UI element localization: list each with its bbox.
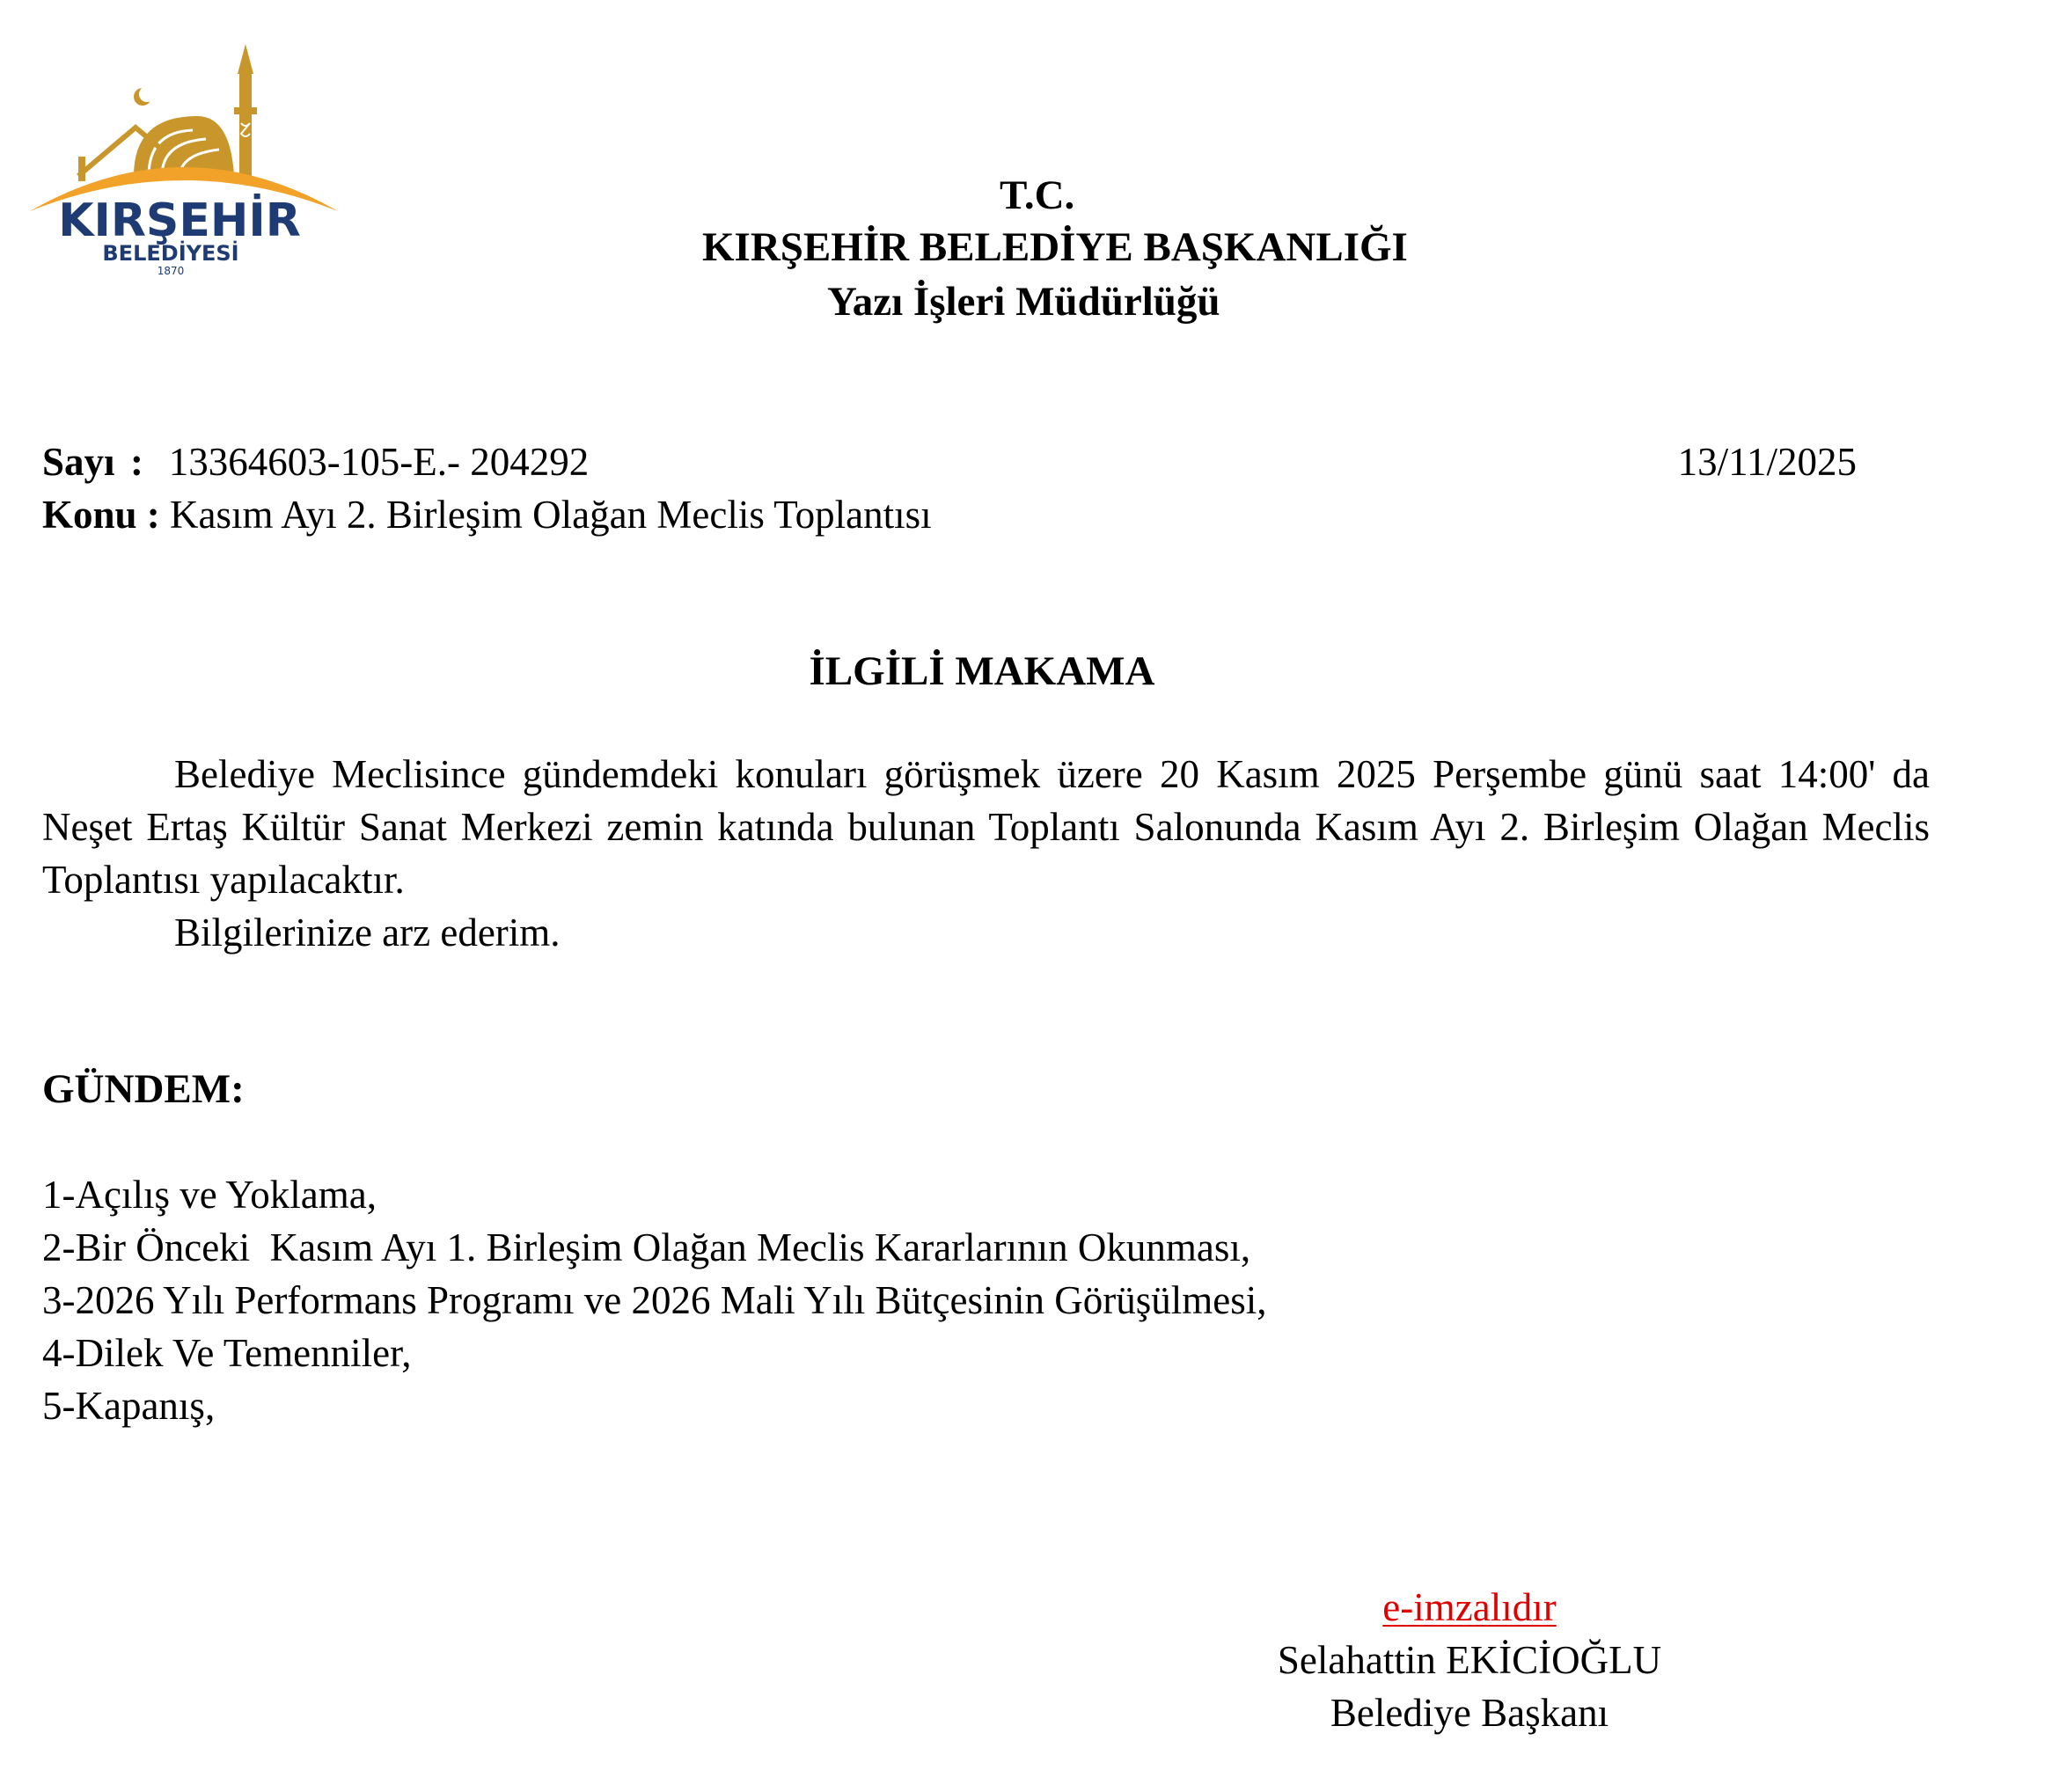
logo-year: 1870: [157, 265, 185, 277]
sayi-label: Sayı: [42, 440, 115, 484]
e-signature-link[interactable]: e-imzalıdır: [1382, 1585, 1557, 1629]
agenda-item: 1-Açılış ve Yoklama,: [42, 1173, 377, 1217]
header-line-3: Yazı İşleri Müdürlüğü: [827, 279, 1220, 325]
body-paragraph: Belediye Meclisince gündemdeki konuları görüşmek üzere 20 Kasım 2025 Perşembe günü saat 14:00' da Neşet Ertaş Kültür Sanat Merkezi zemin katında bulunan Toplantı Salonunda Kasım Ayı 2. Birleşim Olağan Meclis Toplantısı yapılacaktır.: [42, 752, 1930, 902]
agenda-title: GÜNDEM:: [42, 1066, 245, 1112]
header-line-2: KIRŞEHİR BELEDİYE BAŞKANLIĞI: [702, 224, 1408, 270]
page-title: İLGİLİ MAKAMA: [809, 648, 1155, 694]
closing-line: Bilgilerinize arz ederim.: [174, 911, 561, 955]
signer-name: Selahattin EKİCİOĞLU: [1277, 1638, 1662, 1682]
logo-subtitle: BELEDİYESİ: [102, 241, 239, 266]
agenda-item: 4-Dilek Ve Temenniler,: [42, 1331, 412, 1375]
signer-title: Belediye Başkanı: [1330, 1691, 1609, 1735]
header-line-1: T.C.: [1000, 172, 1075, 218]
agenda-item: 5-Kapanış,: [42, 1384, 216, 1428]
document-date: 13/11/2025: [1677, 440, 1857, 484]
sayi-row: Sayı : 13364603-105-E.- 204292: [42, 440, 590, 484]
agenda-item: 3-2026 Yılı Performans Programı ve 2026 Mali Yılı Bütçesinin Görüşülmesi,: [42, 1278, 1267, 1322]
agenda-list: [42, 1168, 1267, 1432]
konu-row: [42, 488, 932, 541]
konu-value: Kasım Ayı 2. Birleşim Olağan Meclis Toplantısı: [170, 493, 932, 537]
logo-name: KIRŞEHİR: [58, 194, 301, 247]
logo-emblem-icon: [30, 44, 338, 282]
signature-block: [1232, 1581, 1707, 1739]
municipality-logo: [30, 44, 338, 282]
sayi-value: 13364603-105-E.- 204292: [168, 440, 590, 484]
agenda-item: 2-Bir Önceki Kasım Ayı 1. Birleşim Olağan Meclis Kararlarının Okunması,: [42, 1225, 1251, 1269]
konu-label: Konu :: [42, 493, 160, 537]
